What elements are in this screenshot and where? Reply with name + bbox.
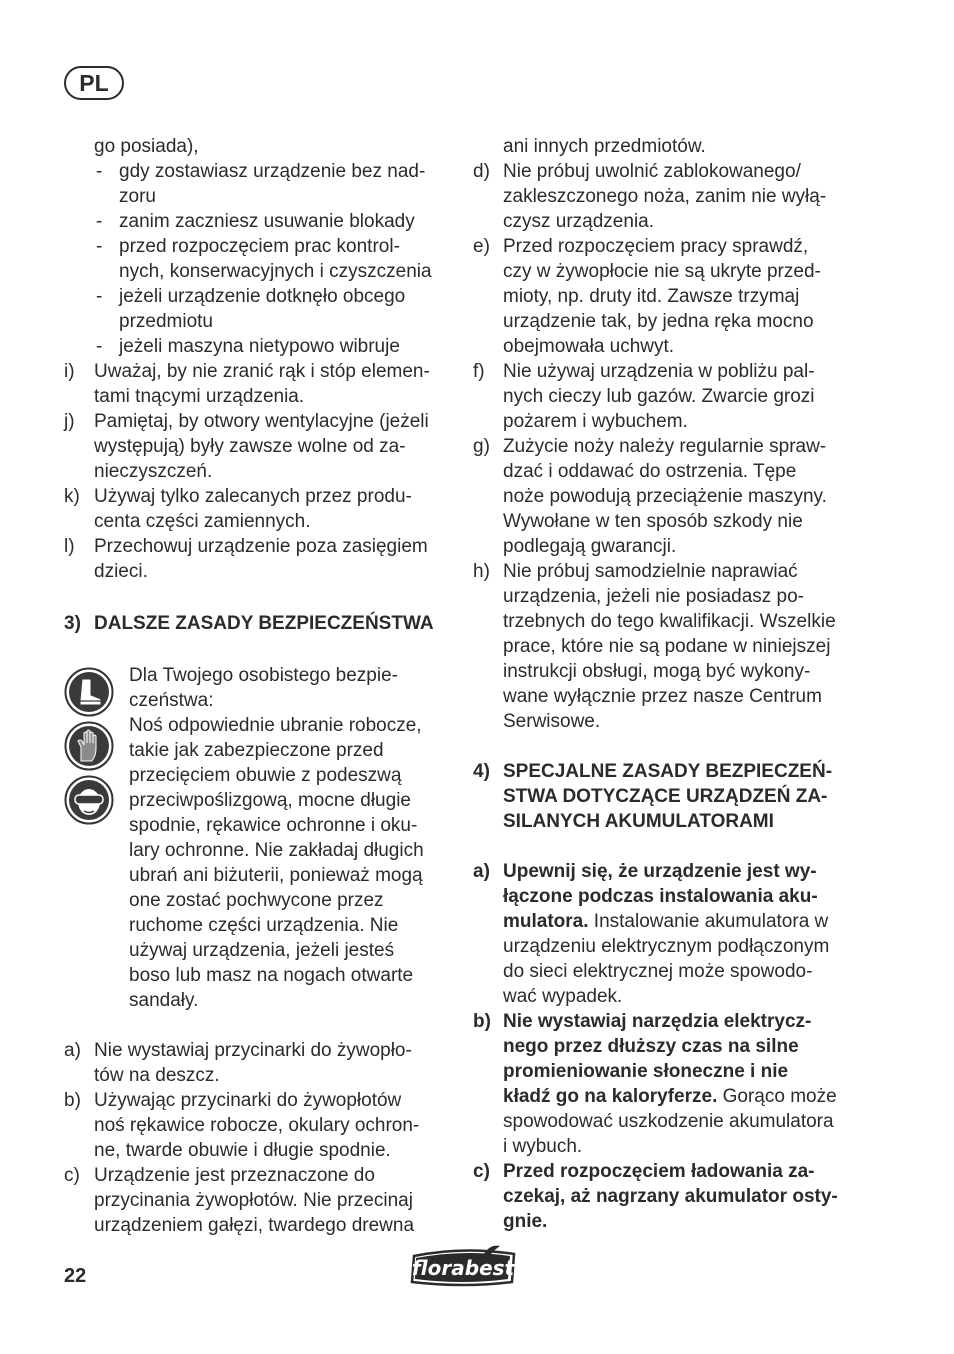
letter-list-2 xyxy=(64,1038,464,1238)
battery-item xyxy=(473,1009,873,1159)
text-line: noś rękawice robocze, okulary ochron- xyxy=(94,1115,420,1136)
item-text xyxy=(94,1088,464,1163)
text-line: jeżeli maszyna nietypowo wibruje xyxy=(119,336,400,357)
text-line xyxy=(503,959,873,984)
boots-icon xyxy=(64,667,114,717)
text-segment: czekaj, aż nagrzany akumulator osty- xyxy=(503,1186,838,1207)
item-text xyxy=(94,1038,464,1088)
list-item xyxy=(473,359,873,434)
svg-text:florabest: florabest xyxy=(411,1256,515,1280)
text-line: trzebnych do tego kwalifikacji. Wszelkie xyxy=(503,611,836,632)
list-item xyxy=(64,1163,464,1238)
text-line: noże powodują przeciążenie maszyny. xyxy=(503,486,827,507)
dash-item-text xyxy=(119,234,464,284)
item-text xyxy=(94,534,464,584)
title-line: SILANYCH AKUMULATORAMI xyxy=(503,811,774,832)
text-segment: łączone podczas instalowania aku- xyxy=(503,886,818,907)
item-marker: b) xyxy=(473,1011,491,1032)
section-3-heading xyxy=(64,611,464,636)
item-marker: e) xyxy=(473,236,490,257)
item-marker: b) xyxy=(64,1090,81,1111)
page-number: 22 xyxy=(64,1265,87,1287)
text-line xyxy=(503,1184,873,1209)
text-line xyxy=(503,934,873,959)
text-line: ruchome części urządzenia. Nie xyxy=(129,915,399,936)
text-line: sandały. xyxy=(129,990,199,1011)
text-segment: Instalowanie akumulatora w xyxy=(588,911,829,932)
item-text xyxy=(503,1009,873,1159)
item-marker: d) xyxy=(473,161,490,182)
ppe-block xyxy=(64,663,464,1013)
text-line: urządzenie tak, by jedna ręka mocno xyxy=(503,311,814,332)
letter-list xyxy=(473,159,873,734)
text-line: zakleszczonego noża, zanim nie wyłą- xyxy=(503,186,827,207)
text-segment: promieniowanie słoneczne i nie xyxy=(503,1061,789,1082)
text-segment: Gorąco może xyxy=(717,1086,837,1107)
text-line: urządzenia, jeżeli nie posiadasz po- xyxy=(503,586,805,607)
text-line: Noś odpowiednie ubranie robocze, xyxy=(129,715,422,736)
text-segment: spowodować uszkodzenie akumulatora xyxy=(503,1111,834,1132)
dash-item xyxy=(64,159,464,209)
dash-item xyxy=(64,209,464,234)
item-text xyxy=(503,234,873,359)
list-item xyxy=(64,1038,464,1088)
item-text xyxy=(94,359,464,409)
text-line: Serwisowe. xyxy=(503,711,601,732)
text-line: zanim zaczniesz usuwanie blokady xyxy=(119,211,415,232)
item-marker: i) xyxy=(64,361,75,382)
item-text xyxy=(503,159,873,234)
text-line: tami tnącymi urządzenia. xyxy=(94,386,305,407)
text-line: przeciwpoślizgową, mocne długie xyxy=(129,790,411,811)
list-item xyxy=(473,159,873,234)
text-line: jeżeli urządzenie dotknęło obcego xyxy=(119,286,406,307)
text-line: Używając przycinarki do żywopłotów xyxy=(94,1090,402,1111)
list-item xyxy=(473,234,873,359)
item-text xyxy=(503,359,873,434)
text-line: zoru xyxy=(119,186,156,207)
text-line: nych cieczy lub gazów. Zwarcie grozi xyxy=(503,386,815,407)
dash-item xyxy=(64,284,464,334)
text-line: Nie próbuj samodzielnie naprawiać xyxy=(503,561,798,582)
text-line: Zużycie noży należy regularnie spraw- xyxy=(503,436,827,457)
dash-marker: - xyxy=(96,336,103,357)
text-line: Pamiętaj, by otwory wentylacyjne (jeżeli xyxy=(94,411,429,432)
text-segment: i wybuch. xyxy=(503,1136,583,1157)
text-segment: Przed rozpoczęciem ładowania za- xyxy=(503,1161,815,1182)
text-line xyxy=(503,1109,873,1134)
text-line: Używaj tylko zalecanych przez produ- xyxy=(94,486,412,507)
text-line: czysz urządzenia. xyxy=(503,211,655,232)
text-segment: Upewnij się, że urządzenie jest wy- xyxy=(503,861,817,882)
item-text xyxy=(94,484,464,534)
text-line: takie jak zabezpieczone przed xyxy=(129,740,384,761)
text-line: prace, które nie są podane w niniejszej xyxy=(503,636,831,657)
item-marker: g) xyxy=(473,436,490,457)
letter-list xyxy=(64,359,464,584)
list-item xyxy=(64,409,464,484)
item-marker: c) xyxy=(64,1165,80,1186)
item-marker: f) xyxy=(473,361,485,382)
text-line: lary ochronne. Nie zakładaj długich xyxy=(129,840,424,861)
text-line: nieczyszczeń. xyxy=(94,461,213,482)
item-marker: c) xyxy=(473,1161,490,1182)
item-marker: a) xyxy=(64,1040,81,1061)
text-line: czy w żywopłocie nie są ukryte przed- xyxy=(503,261,821,282)
gloves-icon xyxy=(64,721,114,771)
text-line: gdy zostawiasz urządzenie bez nad- xyxy=(119,161,426,182)
text-line xyxy=(503,1034,873,1059)
list-item xyxy=(473,559,873,734)
dash-item-text xyxy=(119,159,464,209)
text-segment: gnie. xyxy=(503,1211,548,1232)
text-line: spodnie, rękawice ochronne i oku- xyxy=(129,815,418,836)
item-marker: k) xyxy=(64,486,80,507)
text-line: tów na deszcz. xyxy=(94,1065,220,1086)
dash-item xyxy=(64,334,464,359)
text-line: Nie używaj urządzenia w pobliżu pal- xyxy=(503,361,815,382)
text-line: występują) były zawsze wolne od za- xyxy=(94,436,406,457)
list-item xyxy=(64,359,464,409)
text-line xyxy=(503,984,873,1009)
text-line: nych, konserwacyjnych i czyszczenia xyxy=(119,261,432,282)
text-line: Nie wystawiaj przycinarki do żywopło- xyxy=(94,1040,412,1061)
text-line: ne, twarde obuwie i długie spodnie. xyxy=(94,1140,391,1161)
intro-line: go posiada), xyxy=(94,136,199,157)
item-marker: h) xyxy=(473,561,490,582)
text-line: czeństwa: xyxy=(129,690,214,711)
section-number: 4) xyxy=(473,761,490,782)
text-line: przed rozpoczęciem prac kontrol- xyxy=(119,236,400,257)
item-text xyxy=(503,859,873,1009)
dash-marker: - xyxy=(96,211,103,232)
title-line: SPECJALNE ZASADY BEZPIECZEŃ- xyxy=(503,761,833,782)
section-4-heading xyxy=(473,759,873,834)
dash-item-text xyxy=(119,284,464,334)
text-segment: Nie wystawiaj narzędzia elektrycz- xyxy=(503,1011,812,1032)
list-item xyxy=(64,1088,464,1163)
text-line xyxy=(503,1209,873,1234)
dash-item-text xyxy=(119,209,464,234)
list-item xyxy=(64,484,464,534)
text-line: Przechowuj urządzenie poza zasięgiem xyxy=(94,536,428,557)
dash-marker: - xyxy=(96,161,103,182)
right-column xyxy=(473,134,873,1234)
dash-marker: - xyxy=(96,286,103,307)
text-line xyxy=(503,884,873,909)
text-line: Dla Twojego osobistego bezpie- xyxy=(129,665,398,686)
text-line: Przed rozpoczęciem pracy sprawdź, xyxy=(503,236,809,257)
section-number: 3) xyxy=(64,613,81,634)
item-marker: j) xyxy=(64,411,75,432)
intro-line: ani innych przedmiotów. xyxy=(503,136,706,157)
ppe-text xyxy=(129,663,464,1013)
battery-item xyxy=(473,1159,873,1234)
text-line: dzać i oddawać do ostrzenia. Tępe xyxy=(503,461,797,482)
text-line: przycinania żywopłotów. Nie przecinaj xyxy=(94,1190,413,1211)
item-text xyxy=(94,1163,464,1238)
text-line: używaj urządzenia, jeżeli jesteś xyxy=(129,940,395,961)
item-text xyxy=(503,559,873,734)
text-line: one zostać pochwycone przez xyxy=(129,890,384,911)
text-segment: wać wypadek. xyxy=(503,986,623,1007)
text-line xyxy=(503,1134,873,1159)
dash-marker: - xyxy=(96,236,103,257)
text-segment: mulatora. xyxy=(503,911,589,932)
list-item xyxy=(473,434,873,559)
dash-item xyxy=(64,234,464,284)
battery-item xyxy=(473,859,873,1009)
section-title: DALSZE ZASADY BEZPIECZEŃSTWA xyxy=(94,613,434,634)
language-badge: PL xyxy=(64,66,124,100)
item-text xyxy=(94,409,464,484)
text-line: dzieci. xyxy=(94,561,148,582)
item-text xyxy=(503,434,873,559)
text-line xyxy=(503,1084,873,1109)
text-line: Nie próbuj uwolnić zablokowanego/ xyxy=(503,161,801,182)
item-marker: a) xyxy=(473,861,490,882)
text-line xyxy=(503,1159,873,1184)
text-line: przedmiotu xyxy=(119,311,213,332)
text-segment: kładź go na kaloryferze. xyxy=(503,1086,718,1107)
text-segment: do sieci elektrycznej może spowodo- xyxy=(503,961,813,982)
dash-item-text xyxy=(119,334,464,359)
florabest-logo xyxy=(406,1244,520,1288)
goggles-icon xyxy=(64,775,114,825)
text-line xyxy=(503,1009,873,1034)
text-line: Wywołane w ten sposób szkody nie xyxy=(503,511,803,532)
text-segment: urządzeniu elektrycznym podłączonym xyxy=(503,936,830,957)
text-line: urządzeniem gałęzi, twardego drewna xyxy=(94,1215,415,1236)
item-text xyxy=(503,1159,873,1234)
text-line: podlegają gwarancji. xyxy=(503,536,677,557)
text-line xyxy=(503,909,873,934)
text-line: instrukcji obsługi, mogą być wykony- xyxy=(503,661,811,682)
text-line: wane wyłącznie przez nasze Centrum xyxy=(503,686,822,707)
list-item xyxy=(64,534,464,584)
text-line: boso lub masz na nogach otwarte xyxy=(129,965,414,986)
text-line: przecięciem obuwie z podeszwą xyxy=(129,765,402,786)
text-line: pożarem i wybuchem. xyxy=(503,411,688,432)
section-title xyxy=(503,759,873,834)
item-marker: l) xyxy=(64,536,75,557)
text-line: Urządzenie jest przeznaczone do xyxy=(94,1165,375,1186)
text-line: centa części zamiennych. xyxy=(94,511,311,532)
text-line: Uważaj, by nie zranić rąk i stóp elemen- xyxy=(94,361,430,382)
battery-list xyxy=(473,859,873,1234)
text-segment: nego przez dłuższy czas na silne xyxy=(503,1036,799,1057)
text-line: mioty, np. druty itd. Zawsze trzymaj xyxy=(503,286,800,307)
text-line: ubrań ani biżuterii, ponieważ mogą xyxy=(129,865,423,886)
left-column xyxy=(64,134,464,1238)
text-line xyxy=(503,859,873,884)
text-line xyxy=(503,1059,873,1084)
text-line: obejmowała uchwyt. xyxy=(503,336,675,357)
title-line: STWA DOTYCZĄCE URZĄDZEŃ ZA- xyxy=(503,786,828,807)
dash-list xyxy=(64,159,464,359)
